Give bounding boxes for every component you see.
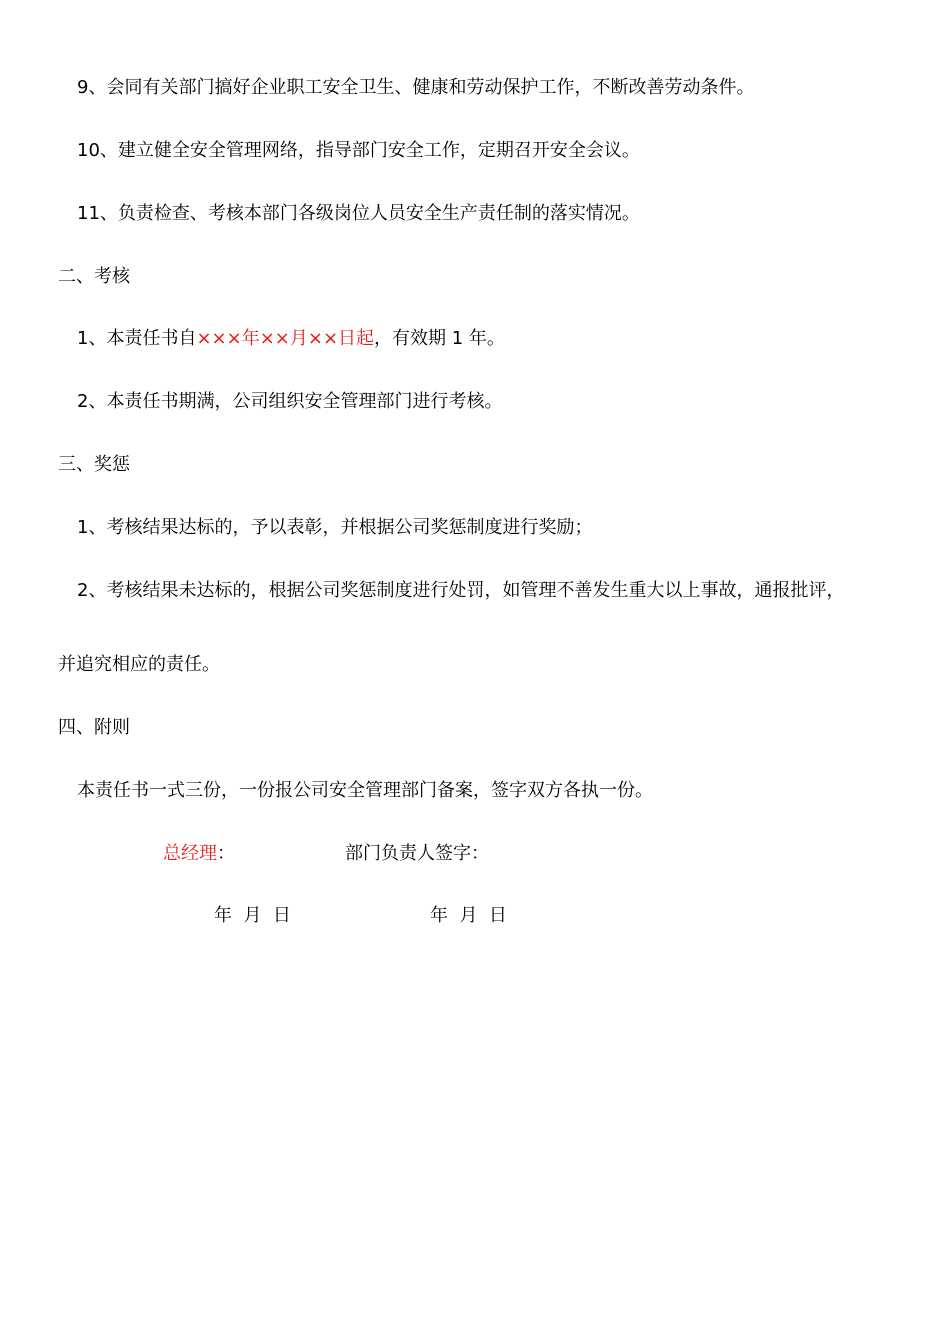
manager-label: 总经理 <box>163 843 217 864</box>
manager-signature-date: 年 月 日 <box>214 905 291 926</box>
section-heading-assessment: 二、考核 <box>58 266 130 287</box>
rewards-item-1: 1、考核结果达标的，予以表彰，并根据公司奖惩制度进行奖励； <box>77 517 593 538</box>
section-heading-appendix: 四、附则 <box>58 717 130 738</box>
responsibility-item-11: 11、负责检查、考核本部门各级岗位人员安全生产责任制的落实情况。 <box>77 203 640 224</box>
assessment-item-2: 2、本责任书期满，公司组织安全管理部门进行考核。 <box>77 391 503 412</box>
responsibility-item-9: 9、会同有关部门搞好企业职工安全卫生、健康和劳动保护工作，不断改善劳动条件。 <box>77 77 755 98</box>
department-head-signature-date: 年 月 日 <box>430 905 507 926</box>
assessment-item-1 <box>77 327 505 351</box>
rewards-item-2-line-1: 2、考核结果未达标的，根据公司奖惩制度进行处罚，如管理不善发生重大以上事故，通报批评， <box>77 580 845 601</box>
appendix-text: 本责任书一式三份，一份报公司安全管理部门备案，签字双方各执一份。 <box>77 780 653 801</box>
department-head-signature-label: 部门负责人签字： <box>345 843 489 864</box>
responsibility-item-10: 10、建立健全安全管理网络，指导部门安全工作，定期召开安全会议。 <box>77 140 640 161</box>
assessment-item-1-prefix: 1、本责任书自 <box>77 328 197 349</box>
manager-label-colon: ： <box>217 843 235 864</box>
section-heading-rewards: 三、奖惩 <box>58 454 130 475</box>
assessment-item-1-suffix: ，有效期 1 年。 <box>374 328 505 349</box>
assessment-effective-date: ×××年××月××日起 <box>196 328 375 349</box>
rewards-item-2-line-2: 并追究相应的责任。 <box>58 654 220 675</box>
manager-signature-label <box>163 842 235 866</box>
